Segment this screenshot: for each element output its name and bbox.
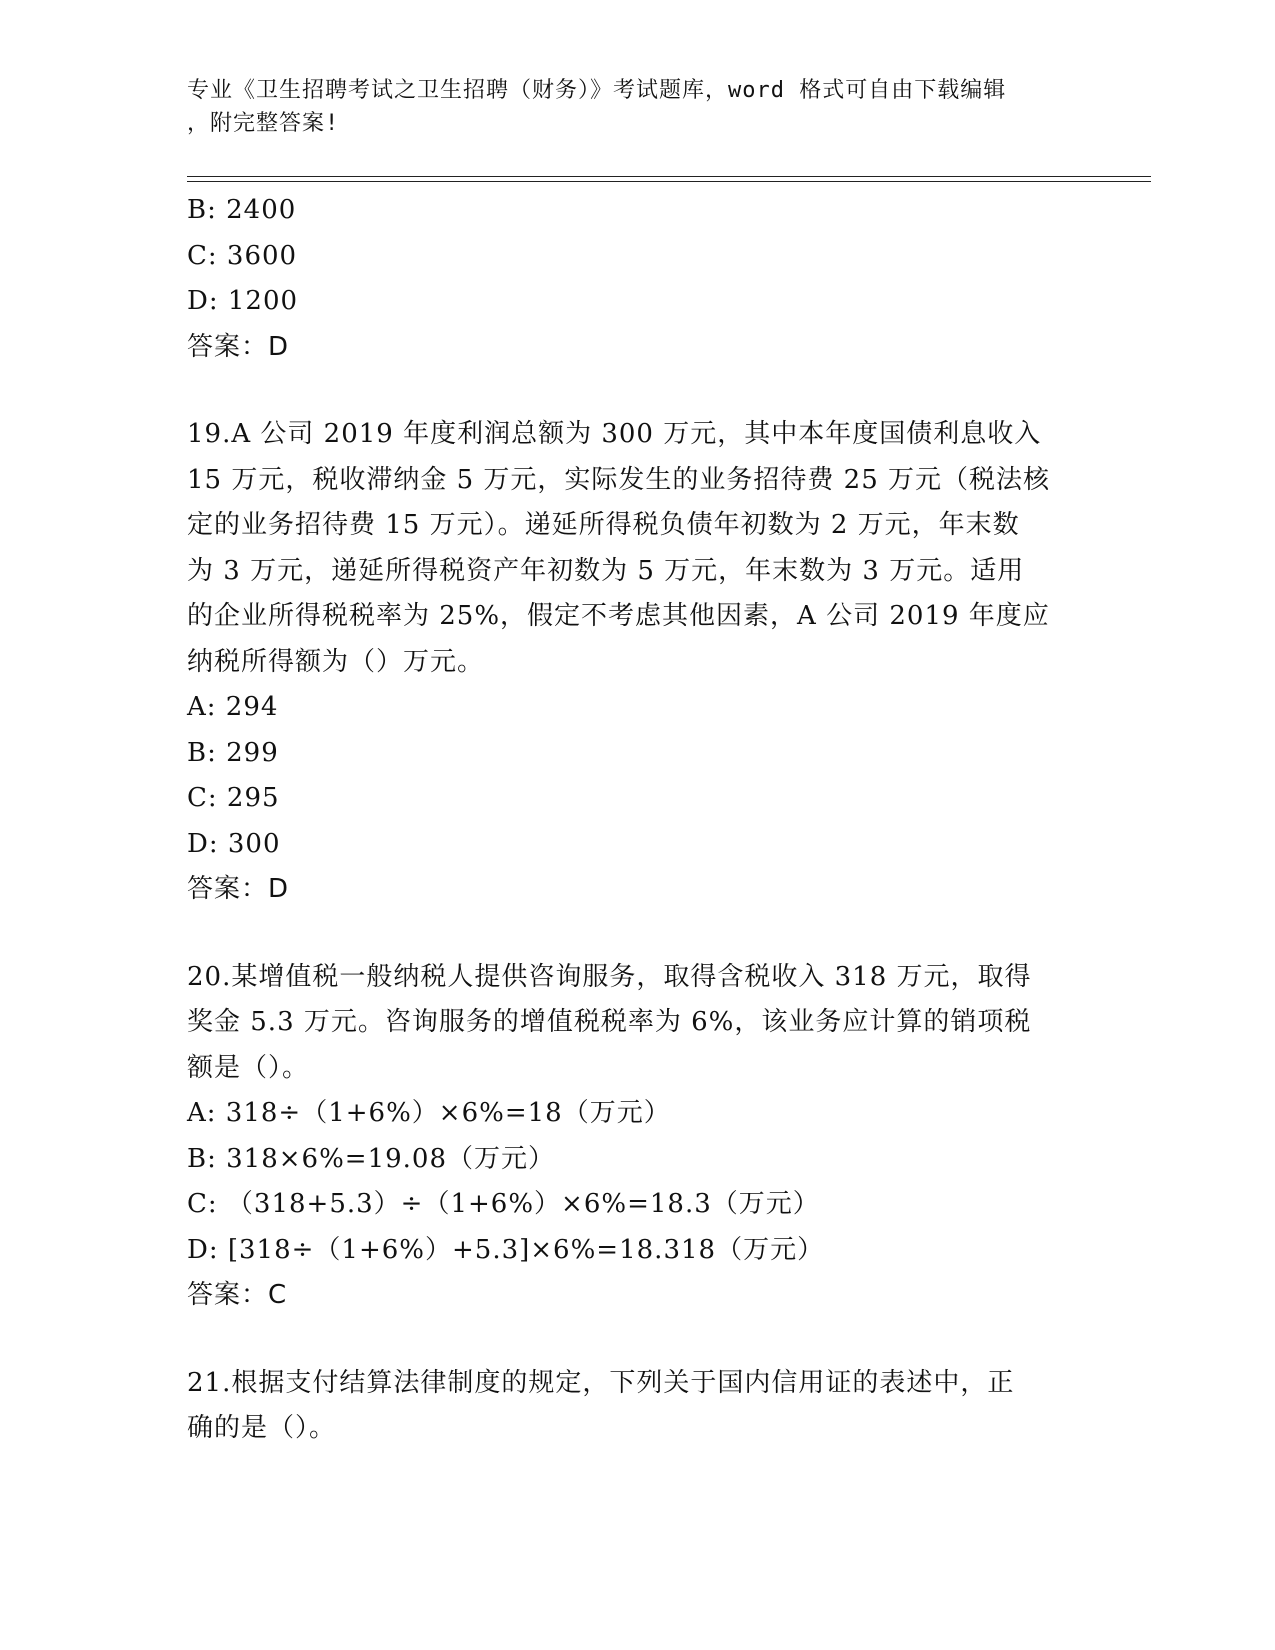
option-b: B: 318×6%=19.08（万元） [187, 1143, 556, 1174]
answer: 答案：D [187, 874, 290, 904]
document-header [187, 74, 1087, 140]
option-d: D: 1200 [187, 286, 299, 316]
question-stem-line: 20.某增值税一般纳税人提供咨询服务，取得含税收入 318 万元，取得 [187, 961, 1032, 992]
question-stem-line: 为 3 万元，递延所得税资产年初数为 5 万元，年末数为 3 万元。适用 [187, 555, 1025, 586]
question-stem-line: 定的业务招待费 15 万元）。递延所得税负债年初数为 2 万元，年末数 [187, 510, 1020, 540]
question-stem-line: 19.A 公司 2019 年度利润总额为 300 万元，其中本年度国债利息收入 [187, 419, 1042, 449]
prev-question [187, 188, 1087, 370]
document-body [187, 188, 1087, 1452]
option-c: C: 295 [187, 783, 280, 813]
option-d: D: [318÷（1+6%）+5.3]×6%=18.318（万元） [187, 1234, 825, 1265]
option-b: B: 2400 [187, 195, 297, 225]
question-20 [187, 955, 1087, 1319]
question-19 [187, 412, 1087, 913]
answer: 答案：D [187, 331, 290, 362]
header-line-2: ，附完整答案! [187, 111, 340, 136]
option-d: D: 300 [187, 828, 281, 859]
question-stem-line: 确的是（）。 [187, 1413, 337, 1443]
question-stem-line: 21.根据支付结算法律制度的规定，下列关于国内信用证的表述中，正 [187, 1367, 1015, 1398]
question-stem-line: 的企业所得税税率为 25%，假定不考虑其他因素，A 公司 2019 年度应 [187, 601, 1050, 631]
answer: 答案：C [187, 1280, 288, 1310]
question-stem-line: 额是（）。 [187, 1052, 310, 1083]
option-b: B: 299 [187, 737, 279, 768]
question-stem-line: 奖金 5.3 万元。咨询服务的增值税税率为 6%，该业务应计算的销项税 [187, 1007, 1032, 1037]
question-21 [187, 1361, 1087, 1452]
question-stem-line: 纳税所得额为（）万元。 [187, 646, 485, 677]
question-stem-line: 15 万元，税收滞纳金 5 万元，实际发生的业务招待费 25 万元（税法核 [187, 464, 1051, 495]
header-rule-top [187, 176, 1151, 177]
option-a: A: 318÷（1+6%）×6%=18（万元） [187, 1098, 671, 1128]
header-rule-bottom [187, 181, 1151, 182]
option-c: C: （318+5.3）÷（1+6%）×6%=18.3（万元） [187, 1189, 820, 1219]
header-line-1: 专业《卫生招聘考试之卫生招聘（财务）》考试题库，word 格式可自由下载编辑 [187, 78, 1007, 103]
option-a: A: 294 [187, 692, 279, 722]
option-c: C: 3600 [187, 240, 298, 271]
